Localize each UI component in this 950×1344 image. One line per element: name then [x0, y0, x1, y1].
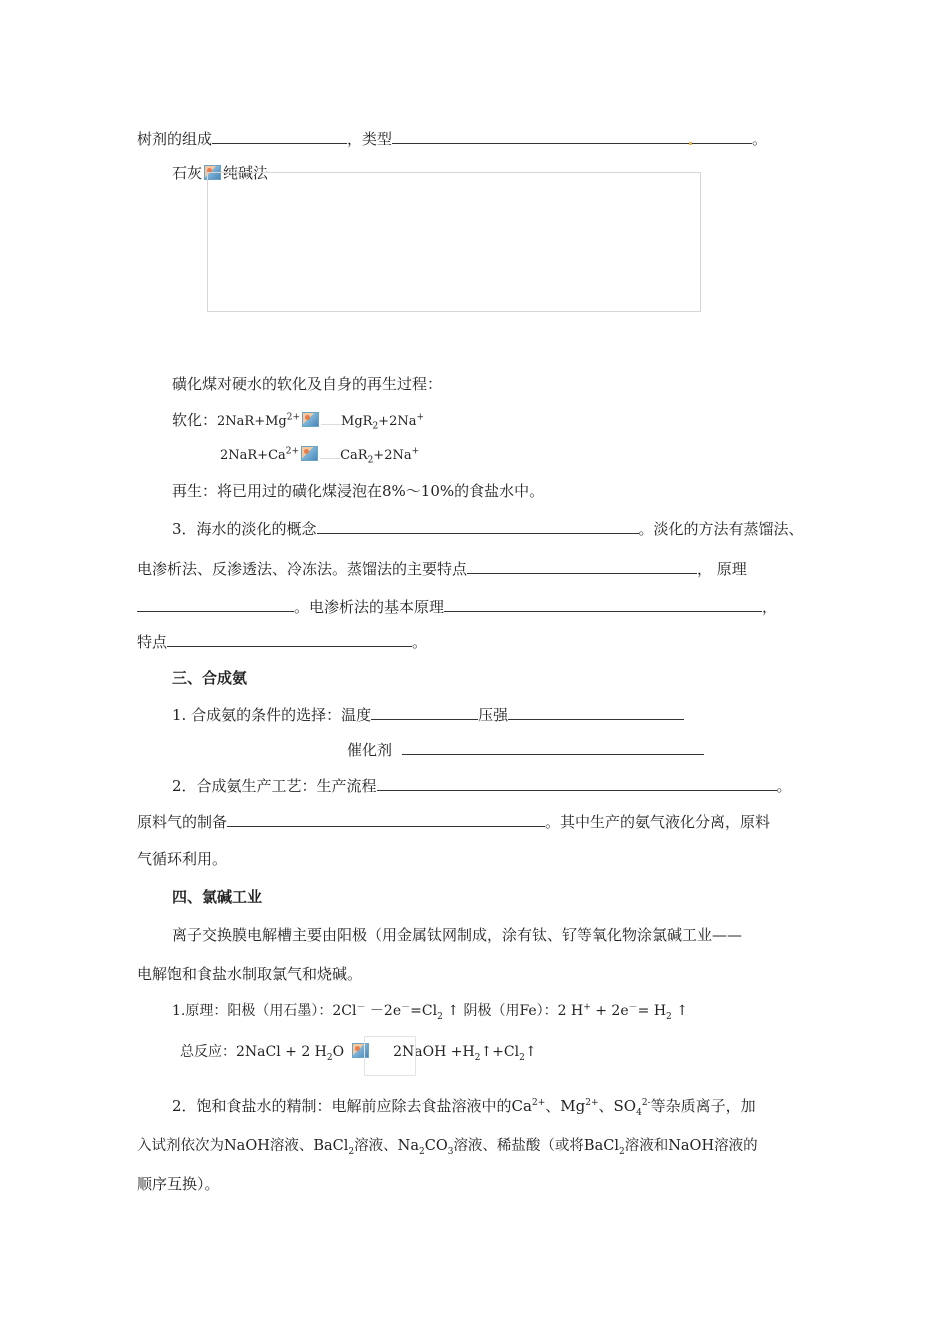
arrow-image-icon	[301, 446, 318, 461]
text: 。	[412, 633, 428, 651]
text: ↑	[671, 1003, 688, 1019]
text: +2Na	[373, 448, 412, 463]
line-softening-mg	[172, 410, 424, 432]
text: +	[416, 412, 425, 423]
line-regeneration: 再生：将已用过的磺化煤浸泡在8%～10%的食盐水中。	[172, 482, 545, 500]
mark	[689, 142, 692, 145]
text: 2	[348, 1146, 355, 1157]
text: 。淡化的方法有蒸馏法、	[638, 520, 804, 538]
text: 、SO	[598, 1097, 637, 1115]
line-catalyst	[347, 739, 704, 760]
text: －	[356, 1002, 366, 1013]
text: ， 原理	[697, 560, 747, 578]
text: 溶液、稀盐酸（或将BaCl	[453, 1138, 619, 1154]
text: CaR	[340, 448, 368, 463]
text: 。电渗析法的基本原理	[294, 598, 445, 616]
text: 2	[372, 421, 379, 432]
text: 软化：	[172, 411, 218, 429]
text: 。	[776, 777, 792, 795]
text: 压强	[478, 706, 509, 724]
text: 2	[474, 1052, 481, 1063]
blank-field[interactable]	[377, 775, 777, 791]
text: ↑	[524, 1044, 537, 1060]
text: 2	[367, 455, 374, 466]
blank-field[interactable]	[444, 596, 762, 612]
text: 2	[437, 1011, 443, 1022]
text: 特点	[137, 633, 168, 651]
text: 2-	[641, 1098, 651, 1108]
text: 4	[636, 1108, 642, 1118]
line-principle	[172, 1001, 688, 1021]
blank-field[interactable]	[212, 128, 347, 144]
text: 2NaR+Mg	[217, 414, 287, 429]
text: 2	[666, 1011, 672, 1022]
text: 2	[618, 1146, 625, 1157]
line-softening-ca	[220, 446, 419, 466]
line-ammonia-process	[172, 775, 792, 796]
text: 1. 合成氨的条件的选择：温度	[172, 706, 372, 724]
blank-field[interactable]	[371, 704, 478, 720]
line-overall-reaction	[180, 1042, 537, 1062]
text: ↑ 阴极（用Fe）：2 H	[442, 1003, 584, 1019]
text: 等杂质离子，加	[650, 1097, 756, 1115]
blank-field[interactable]	[467, 558, 697, 574]
line-resin	[137, 128, 767, 149]
text: 3．海水的淡化的概念	[172, 520, 317, 538]
text: 2NaOH +H	[393, 1044, 475, 1060]
text: 2	[326, 1052, 333, 1063]
line-sulfonated-coal: 磺化煤对硬水的软化及自身的再生过程：	[172, 375, 443, 393]
text: 。其中生产的氨气液化分离，原料	[545, 813, 771, 831]
line-features	[137, 631, 427, 652]
text: + 2e	[590, 1003, 629, 1019]
blank-field[interactable]	[167, 631, 412, 647]
text: 树剂的组成	[137, 130, 213, 148]
blank-field[interactable]	[508, 704, 684, 720]
text: CO	[424, 1138, 448, 1154]
text: －	[628, 1002, 638, 1013]
line-feed-gas	[137, 811, 770, 832]
text: 2+	[286, 412, 301, 423]
text: ↑+Cl	[480, 1044, 520, 1060]
text: 2．饱和食盐水的精制：电解前应除去食盐溶液中的Ca	[172, 1097, 532, 1115]
blank-field[interactable]	[137, 596, 294, 612]
text: 催化剂	[347, 741, 393, 759]
line-brine-purification	[172, 1096, 756, 1116]
line-reagents	[137, 1136, 758, 1156]
embedded-image-frame	[207, 172, 701, 312]
text: 2	[418, 1146, 425, 1157]
line-order-swap: 顺序互换）。	[137, 1175, 220, 1193]
text: +	[411, 446, 420, 457]
section-heading: 四、氯碱工业	[172, 888, 263, 906]
embedded-image-frame	[364, 1036, 416, 1076]
text: 、Mg	[545, 1097, 586, 1115]
blank-field[interactable]	[402, 739, 704, 755]
text: －2e	[365, 1003, 402, 1019]
line-electrolysis: 电解饱和食盐水制取氯气和烧碱。	[137, 965, 363, 983]
text: 2	[519, 1052, 525, 1063]
text: 总反应：2NaCl + 2 H	[180, 1044, 327, 1060]
section-heading: 三、合成氨	[172, 669, 248, 687]
blank-field[interactable]	[227, 811, 545, 827]
text: ，	[762, 598, 778, 616]
text: －	[401, 1002, 411, 1013]
text: 原料气的制备	[137, 813, 228, 831]
text: = H	[637, 1003, 667, 1019]
blank-field[interactable]	[392, 128, 752, 144]
text: +	[583, 1002, 591, 1013]
line-ammonia-conditions	[172, 704, 684, 725]
text: 。	[752, 130, 768, 148]
text: 2+	[531, 1098, 546, 1108]
line-membrane-cell: 离子交换膜电解槽主要由阳极（用金属钛网制成，涂有钛、钌等氧化物涂氯碱工业——	[172, 926, 743, 944]
text: +2Na	[378, 414, 417, 429]
arrow-image-icon	[302, 412, 319, 427]
blank-field[interactable]	[317, 518, 639, 534]
text: MgR	[341, 414, 373, 429]
text: 溶液、Na	[354, 1138, 419, 1154]
text: 石灰	[172, 164, 203, 182]
line-electrodialysis	[137, 596, 777, 617]
text: 2+	[285, 446, 300, 457]
text: 1.原理：阳极（用石墨）：2Cl	[172, 1003, 357, 1019]
line-recycle: 气循环利用。	[137, 850, 228, 868]
text: O	[332, 1044, 345, 1060]
text: =Cl	[410, 1003, 438, 1019]
line-methods	[137, 558, 747, 579]
text: 纯碱法	[223, 164, 269, 182]
text: 入试剂依次为NaOH溶液、BaCl	[137, 1138, 349, 1154]
text: ，类型	[347, 130, 393, 148]
text: 溶液和NaOH溶液的	[624, 1138, 758, 1154]
text: 2．合成氨生产工艺：生产流程	[172, 777, 377, 795]
text: 电渗析法、反渗透法、冷冻法。蒸馏法的主要特点	[137, 560, 468, 578]
line-desalination	[172, 518, 804, 539]
text: 2NaR+Ca	[220, 448, 286, 463]
text: 3	[447, 1146, 454, 1157]
text: 2+	[585, 1098, 599, 1108]
